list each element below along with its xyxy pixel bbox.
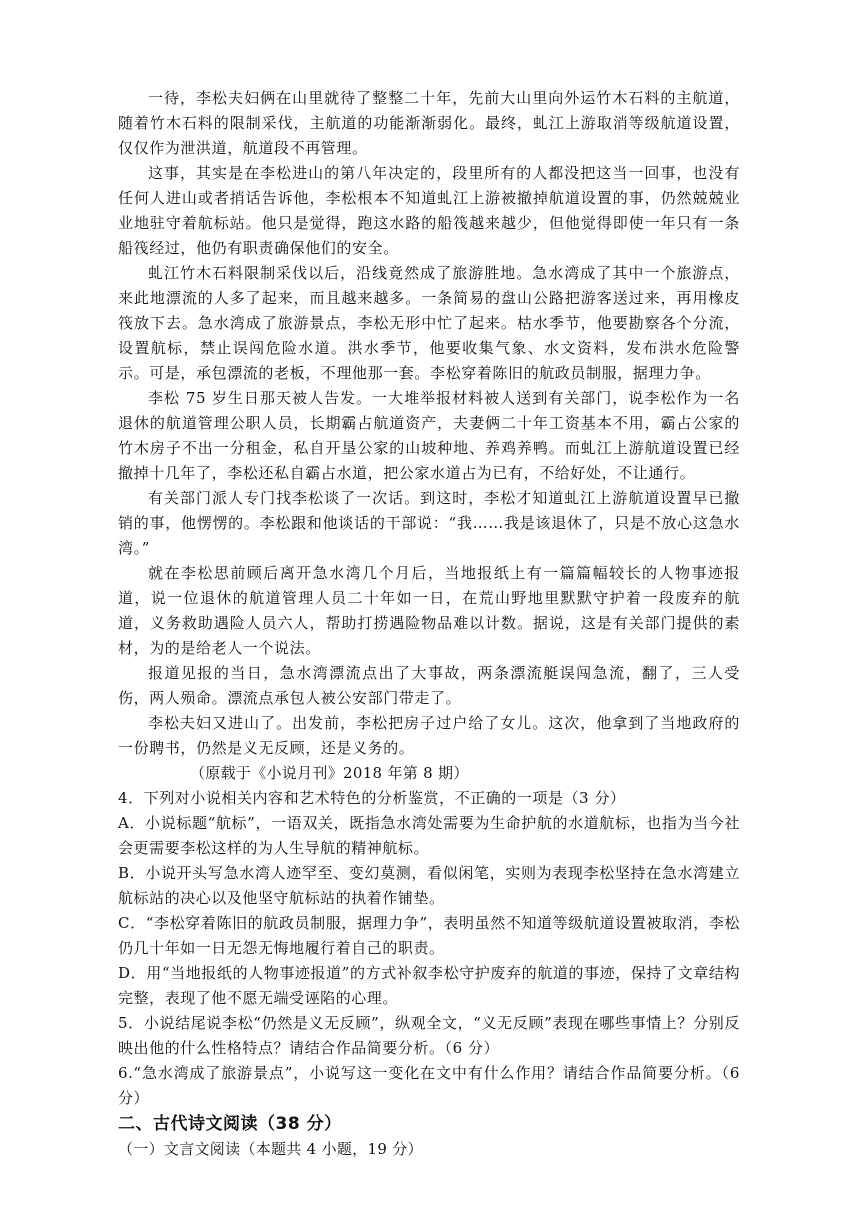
question-6: 6.“急水湾成了旅游景点”，小说写这一变化在文中有什么作用？请结合作品简要分析。（6 分） (118, 1064, 740, 1107)
story-paragraph-1: 一待，李松夫妇俩在山里就待了整整二十年，先前大山里向外运竹木石料的主航道，随着竹木石料的限制采伐，主航道的功能渐渐弱化。最终，虬江上游取消等级航道设置，仅仅作为泄洪道，航道段不再管理。 (118, 89, 740, 157)
source-citation: （原载于《小说月刊》2018 年第 8 期） (190, 764, 469, 782)
question-5: 5．小说结尾说李松“仍然是义无反顾”，纵观全文，“义无反顾”表现在哪些事情上？分别反映出他的什么性格特点？请结合作品简要分析。（6 分） (118, 1014, 740, 1057)
story-paragraph-6: 就在李松思前顾后离开急水湾几个月后，当地报纸上有一篇篇幅较长的人物事迹报道，说一位退休的航道管理人员二十年如一日，在荒山野地里默默守护着一段废弃的航道，义务救助遇险人员六人，帮助打捞遇险物品难以计数。据说，这是有关部门提供的素材，为的是给老人一个说法。 (118, 564, 740, 657)
question-4: 4．下列对小说相关内容和艺术特色的分析鉴赏，不正确的一项是（3 分） (118, 789, 626, 807)
story-paragraph-3: 虬江竹木石料限制采伐以后，沿线竟然成了旅游胜地。急水湾成了其中一个旅游点，来此地漂流的人多了起来，而且越来越多。一条简易的盘山公路把游客送过来，再用橡皮筏放下去。急水湾成了旅游景点，李松无形中忙了起来。枯水季节，他要勘察各个分流，设置航标，禁止误闯危险水道。洪水季节，他要收集气象、水文资料，发布洪水危险警示。可是，承包漂流的老板，不理他那一套。李松穿着陈旧的航政员制服，据理力争。 (118, 264, 740, 382)
story-paragraph-5: 有关部门派人专门找李松谈了一次话。到这时，李松才知道虬江上游航道设置早已撤销的事，他愣愣的。李松跟和他谈话的干部说：“我……我是该退休了，只是不放心这急水湾。” (118, 489, 740, 557)
document-page (118, 86, 740, 1162)
option-a: A．小说标题“航标”，一语双关，既指急水湾处需要为生命护航的水道航标，也指为当今社会更需要李松这样的为人生导航的精神航标。 (118, 814, 740, 857)
story-paragraph-4: 李松 75 岁生日那天被人告发。一大堆举报材料被人送到有关部门，说李松作为一名退休的航道管理公职人员，长期霸占航道资产，夫妻俩二十年工资基本不用，霸占公家的竹木房子不出一分租金，私自开垦公家的山坡种地、养鸡养鸭。而虬江上游航道设置已经撤掉十几年了，李松还私自霸占水道，把公家水道占为已有，不给好处，不让通行。 (118, 389, 740, 482)
story-paragraph-8: 李松夫妇又进山了。出发前，李松把房子过户给了女儿。这次，他拿到了当地政府的一份聘书，仍然是义无反顾，还是义务的。 (118, 714, 740, 757)
option-c: C．“李松穿着陈旧的航政员制服，据理力争”，表明虽然不知道等级航道设置被取消，李松仍几十年如一日无怨无悔地履行着自己的职责。 (118, 914, 740, 957)
section-title: 二、古代诗文阅读（38 分） (118, 1114, 342, 1134)
option-d: D．用“当地报纸的人物事迹报道”的方式补叙李松守护废弃的航道的事迹，保持了文章结构完整，表现了他不愿无端受诬陷的心理。 (118, 964, 740, 1007)
story-paragraph-2: 这事，其实是在李松进山的第八年决定的，段里所有的人都没把这当一回事，也没有任何人进山或者捎话告诉他，李松根本不知道虬江上游被撤掉航道设置的事，仍然兢兢业业地驻守着航标站。他只是觉得，跑这水路的船筏越来越少，但他觉得即使一年只有一条船筏经过，他仍有职责确保他们的安全。 (118, 164, 740, 257)
option-b: B．小说开头写急水湾人迹罕至、变幻莫测，看似闲笔，实则为表现李松坚持在急水湾建立航标站的决心以及他坚守航标站的执着作铺垫。 (118, 864, 740, 907)
section-subtitle: （一）文言文阅读（本题共 4 小题，19 分） (118, 1140, 423, 1158)
story-paragraph-7: 报道见报的当日，急水湾漂流点出了大事故，两条漂流艇误闯急流，翻了，三人受伤，两人殒命。漂流点承包人被公安部门带走了。 (118, 664, 740, 707)
